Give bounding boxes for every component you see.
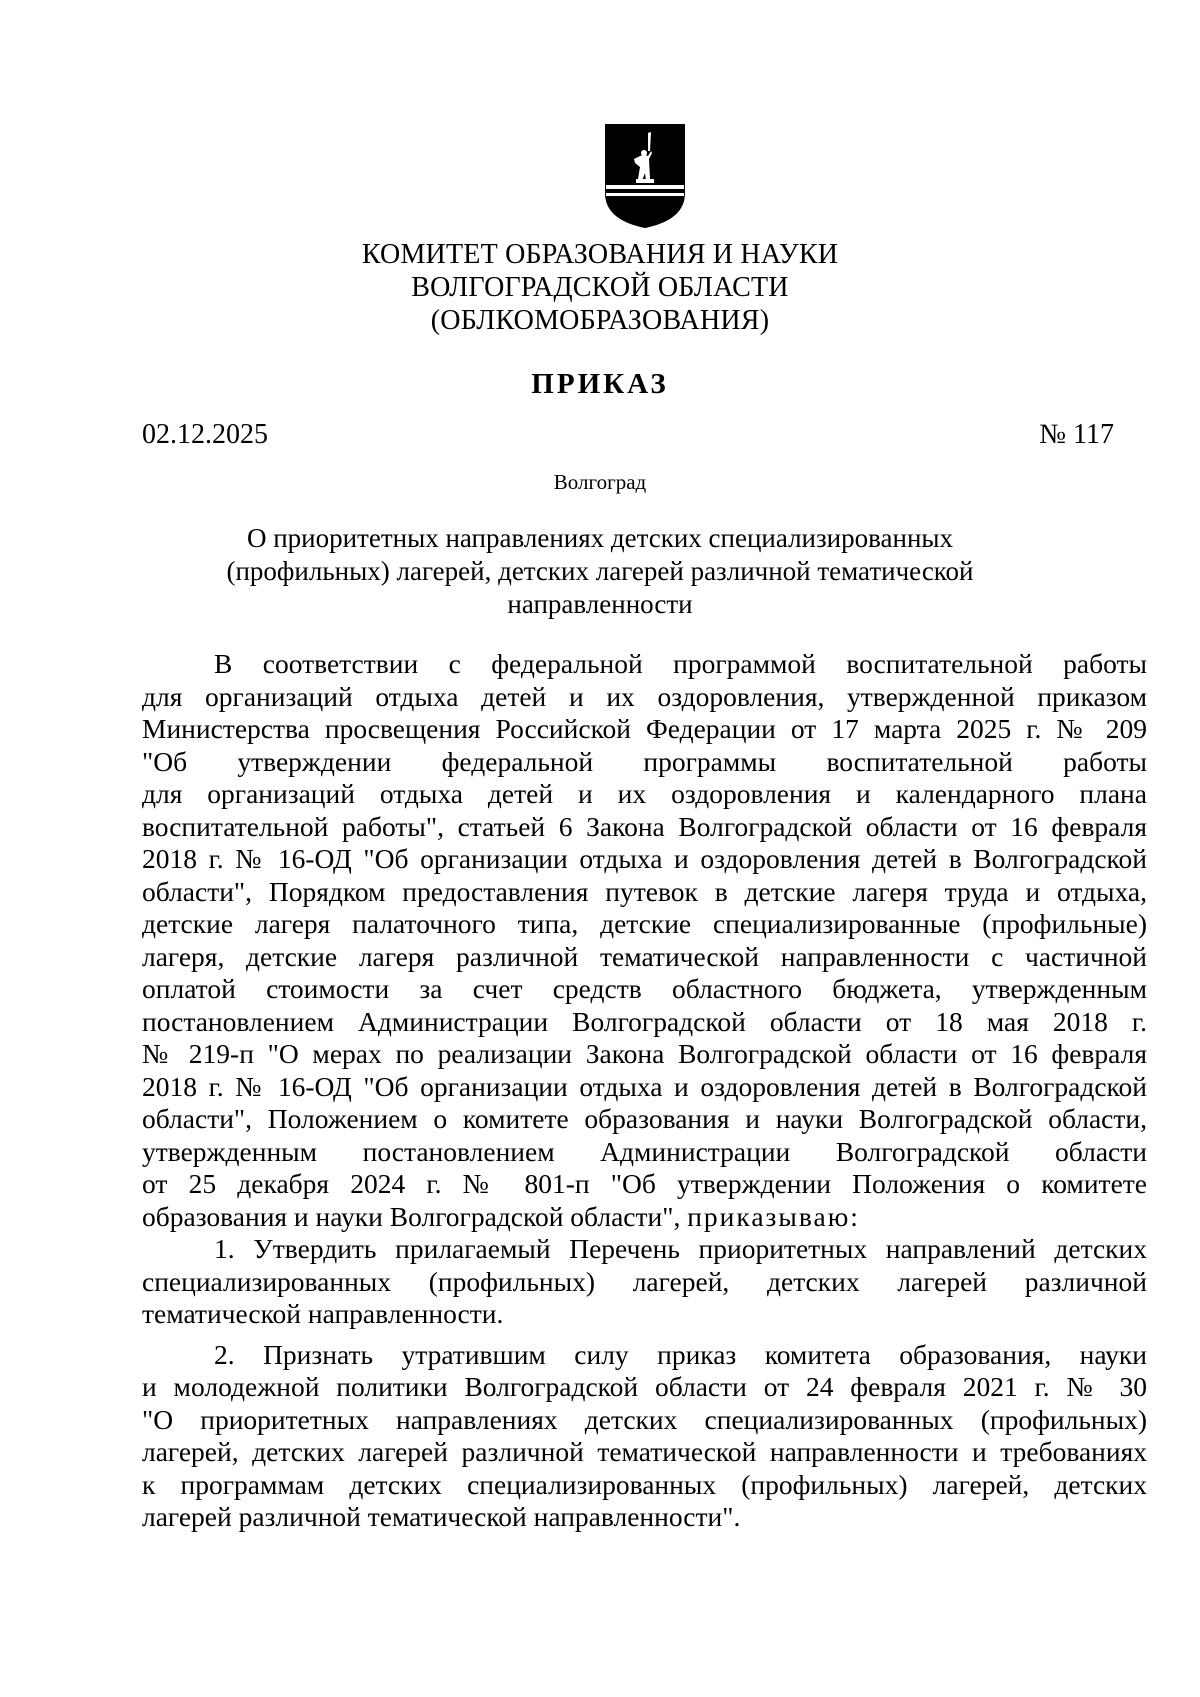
text-line: 2018 г. № 16-ОД "Об организации отдыха и оздоровления детей в Волгоградской — [142, 843, 1147, 874]
document-title — [180, 522, 1020, 621]
text-line: воспитательной работы", статьей 6 Закона Волгоградской области от 16 февраля — [142, 810, 1147, 842]
title-line: (профильных) лагерей, детских лагерей различной тематической — [226, 556, 974, 586]
text-line: специализированных (профильных) лагерей, детских лагерей различной — [142, 1265, 1147, 1297]
text-line: В соответствии с федеральной программой воспитательной работы — [214, 648, 1147, 679]
text-line: утвержденным постановлением Администрации Волгоградской области — [142, 1135, 1147, 1167]
text-line: 2. Признать утратившим силу приказ комитета образования, науки — [214, 1338, 1147, 1370]
paragraph-spacer — [142, 1331, 1147, 1339]
text-line: для организаций отдыха детей и их оздоровления и календарного плана — [142, 778, 1147, 809]
title-line: О приоритетных направлениях детских специализированных — [246, 523, 954, 553]
text-line: лагеря, детские лагеря различной тематической направленности с частичной — [142, 940, 1147, 972]
text-line: от 25 декабря 2024 г. № 801-п "Об утверждении Положения о комитете — [142, 1168, 1147, 1199]
text-line: "Об утверждении федеральной программы воспитательной работы — [142, 745, 1147, 777]
text-line: 1. Утвердить прилагаемый Перечень приоритетных направлений детских — [214, 1233, 1147, 1264]
text-line: области", Порядком предоставления путевок в детские лагеря труда и отдыха, — [142, 875, 1147, 907]
text-line: № 219-п "О мерах по реализации Закона Волгоградской области от 16 февраля — [142, 1038, 1147, 1069]
document-body — [142, 648, 1147, 1534]
text-line: и молодежной политики Волгоградской области от 24 февраля 2021 г. № 30 — [142, 1371, 1147, 1402]
document-type: ПРИКАЗ — [531, 368, 669, 400]
title-line: направленности — [507, 589, 693, 619]
text-line: области", Положением о комитете образования и науки Волгоградской области, — [142, 1103, 1147, 1134]
list-item-1 — [142, 1233, 1147, 1331]
list-item-2 — [142, 1339, 1147, 1534]
organization-abbreviation: (ОБЛКОМОБРАЗОВАНИЯ) — [430, 305, 770, 336]
text-line: к программам детских специализированных (профильных) лагерей, детских — [142, 1468, 1147, 1500]
preamble-paragraph — [142, 648, 1147, 1233]
document-city: Волгоград — [553, 470, 647, 494]
text-line: тематической направленности. — [142, 1298, 504, 1329]
text-line — [142, 1201, 1147, 1234]
text-line: детские лагеря палаточного типа, детские специализированные (профильные) — [142, 908, 1147, 939]
text-line: постановлением Администрации Волгоградской области от 18 мая 2018 г. — [142, 1005, 1147, 1037]
volgograd-coat-of-arms-icon — [604, 123, 686, 229]
text-fragment: образования и науки Волгоградской области", — [142, 1200, 681, 1232]
document-date: 02.12.2025 — [142, 419, 268, 450]
text-line: "О приоритетных направлениях детских специализированных (профильных) — [142, 1403, 1147, 1435]
organization-name-line-2: ВОЛГОГРАДСКОЙ ОБЛАСТИ — [411, 272, 789, 303]
text-line: Министерства просвещения Российской Федерации от 17 марта 2025 г. № 209 — [142, 713, 1147, 744]
organization-name-line-1: КОМИТЕТ ОБРАЗОВАНИЯ И НАУКИ — [361, 239, 839, 270]
text-line: оплатой стоимости за счет средств областного бюджета, утвержденным — [142, 973, 1147, 1004]
text-line: для организаций отдыха детей и их оздоровления, утвержденной приказом — [142, 680, 1147, 712]
text-line: лагерей, детских лагерей различной тематической направленности и требованиях — [142, 1436, 1147, 1467]
order-word: приказываю: — [687, 1200, 860, 1232]
text-line: лагерей различной тематической направленности". — [142, 1501, 741, 1532]
text-line: 2018 г. № 16-ОД "Об организации отдыха и оздоровления детей в Волгоградской — [142, 1070, 1147, 1102]
document-number: № 117 — [1039, 419, 1114, 450]
